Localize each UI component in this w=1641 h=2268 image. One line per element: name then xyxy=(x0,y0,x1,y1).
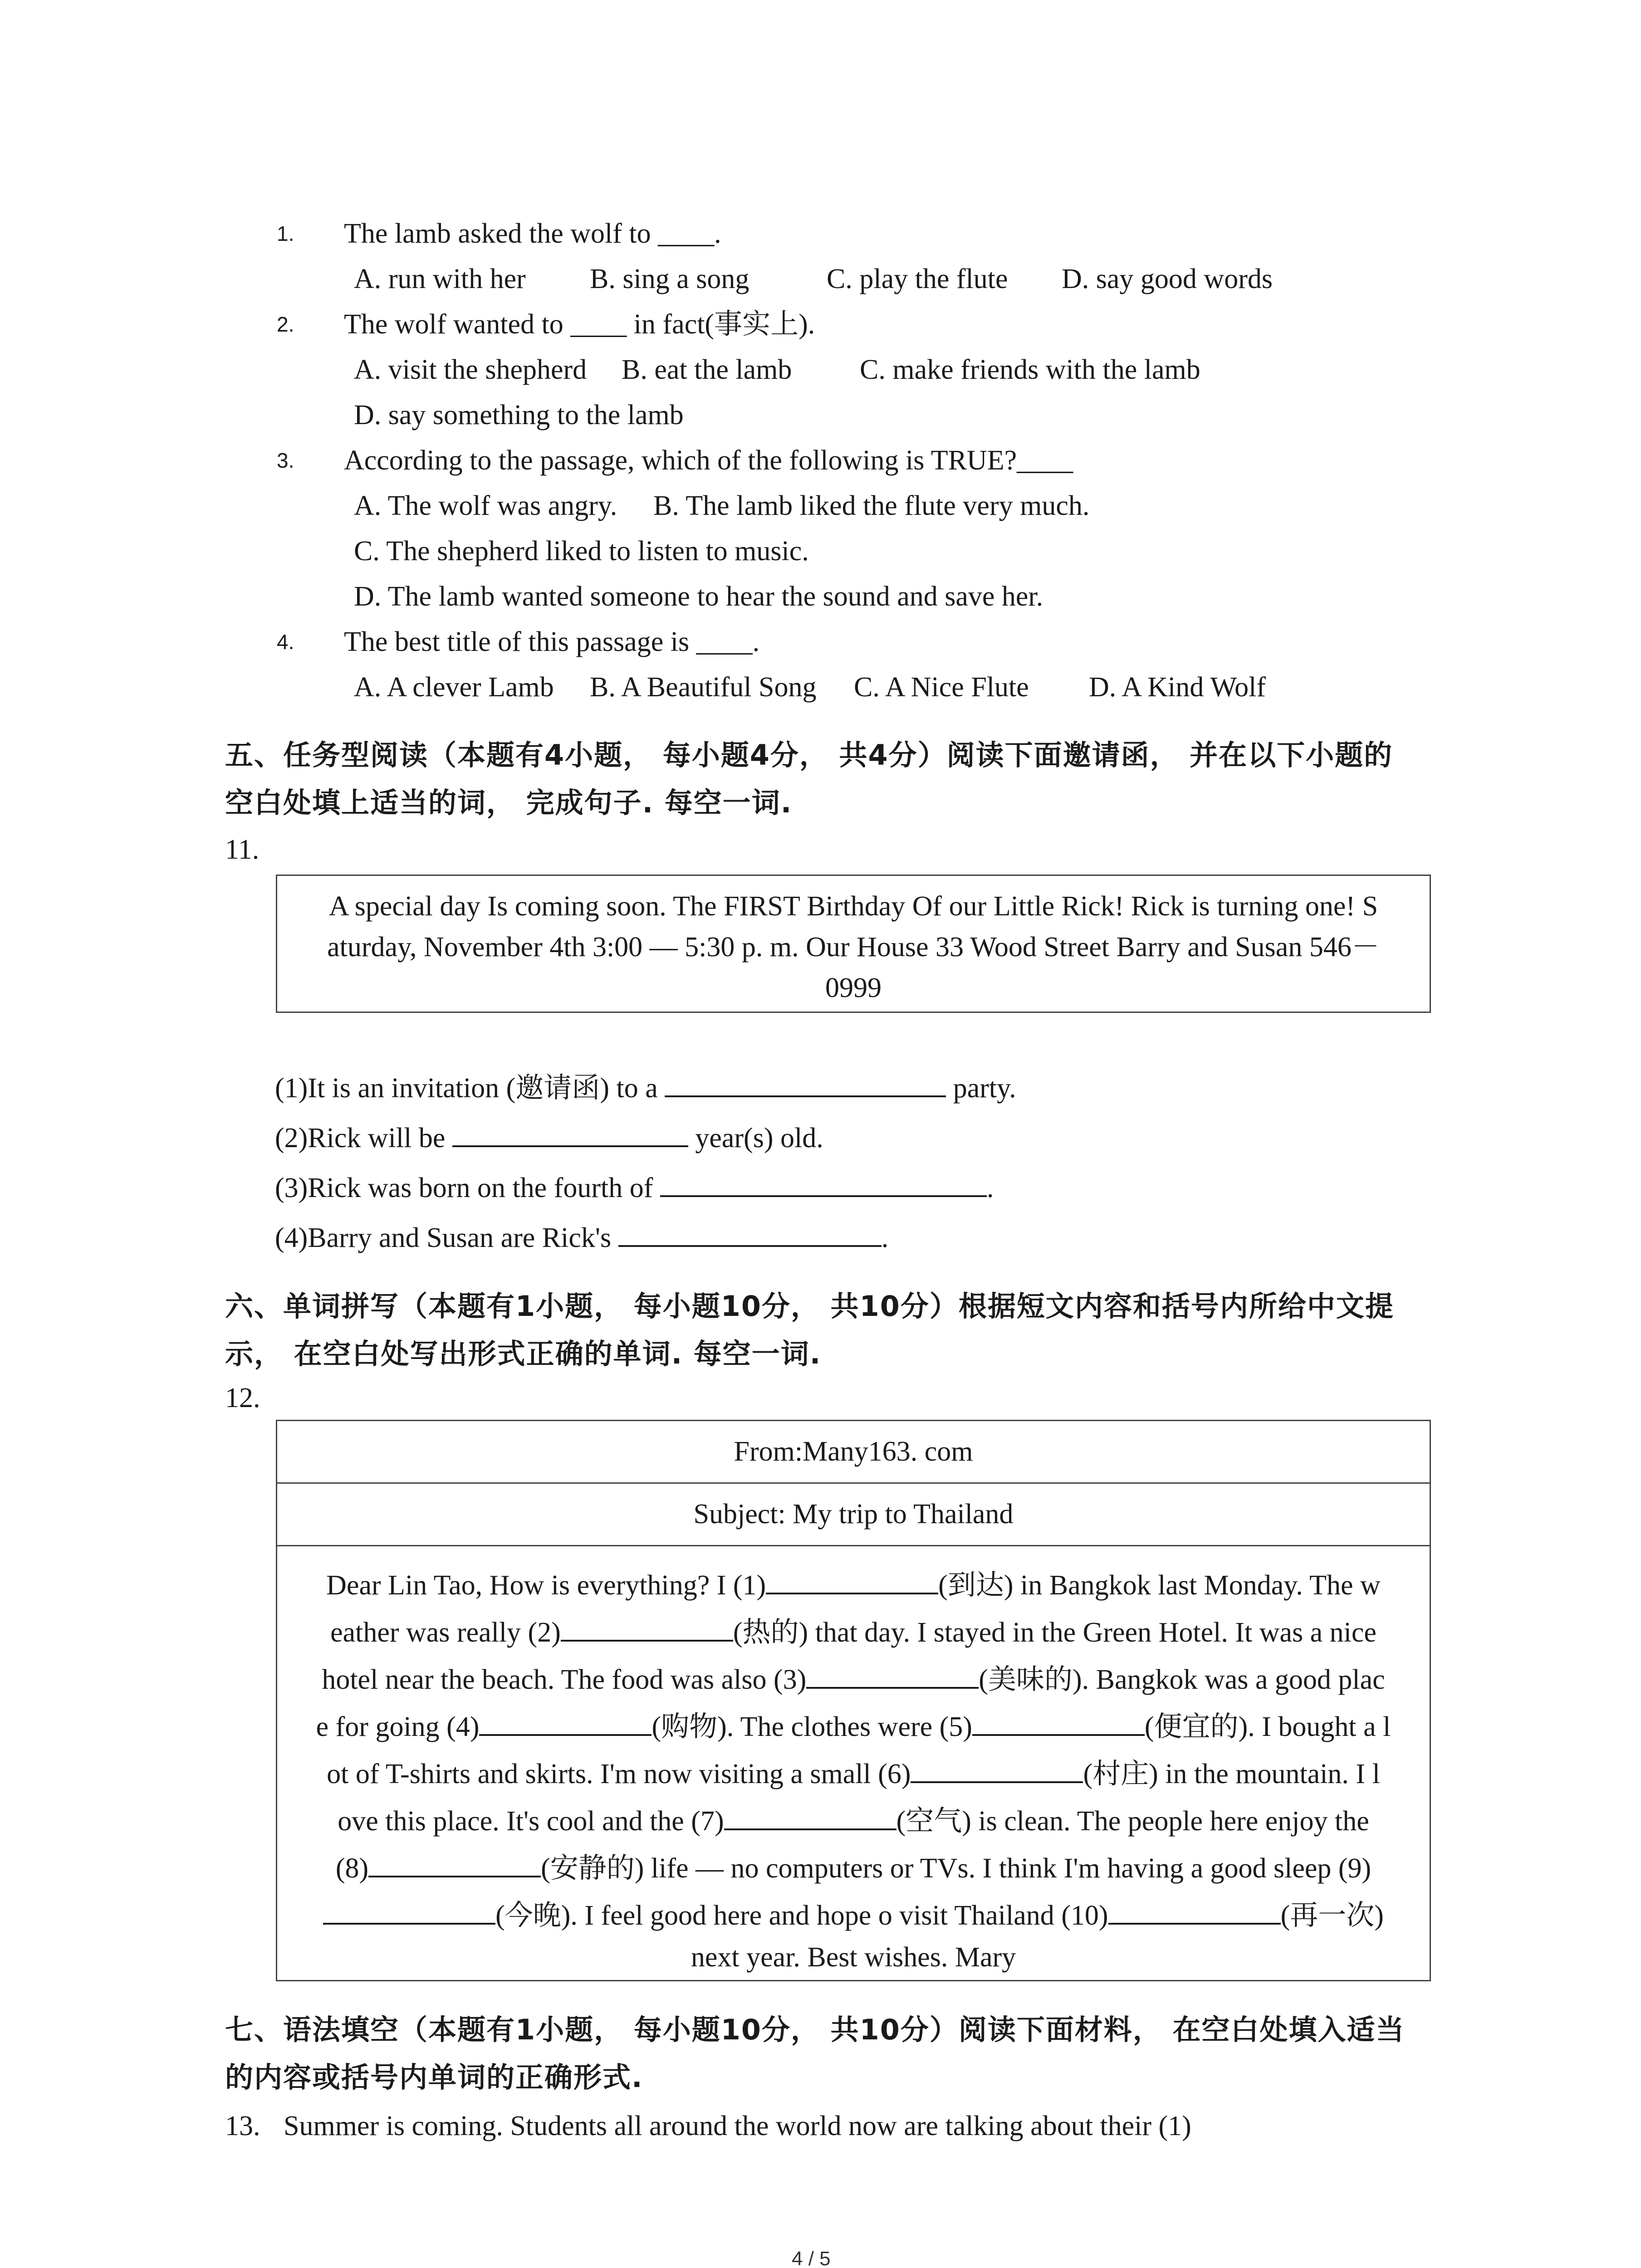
answer-blank[interactable] xyxy=(1108,1896,1281,1925)
option-c: C. play the flute xyxy=(827,264,1008,294)
option-d: D. say something to the lamb xyxy=(354,400,684,430)
section-heading: 示， 在空白处写出形式正确的单词. 每空一词. xyxy=(225,1337,822,1370)
fill-item: (4)Barry and Susan are Rick's . xyxy=(275,1218,888,1255)
question-number: 1. xyxy=(277,222,294,245)
section-heading: 空白处填上适当的词， 完成句子. 每空一词. xyxy=(225,786,793,819)
fill-item: (2)Rick will be year(s) old. xyxy=(275,1119,823,1155)
answer-blank[interactable] xyxy=(724,1802,896,1830)
option-a: A. visit the shepherd xyxy=(354,354,587,385)
question-stem: The lamb asked the wolf to ____. xyxy=(344,218,721,249)
question-stem: According to the passage, which of the following is TRUE?____ xyxy=(344,445,1073,476)
question-number: 4. xyxy=(277,630,294,654)
question-number: 11. xyxy=(225,834,260,865)
answer-blank[interactable] xyxy=(660,1168,987,1197)
section-heading: 的内容或括号内单词的正确形式. xyxy=(225,2061,643,2094)
email-body: Dear Lin Tao, How is everything? I (1) (到达) in Bangkok last Monday. The w eather was really (2) (热的) that day. I stayed in the Green Hotel. It was a nice hotel near the beach. The food was also (3) (美味的). Bangkok was a good plac e for going (4) (购物). The clothes were (5) (便宜的). I bought a l ot of T-shirts and skirts. I'm now visiting a small (6) (村庄) in the mountain. I l ove this place. It's cool and the (7) (空气) is clean. The people here enjoy the (8) (安静的) life — no computers or TVs. I think I'm having a good sleep (9) (今晚). I feel good here and hope o visit Thailand (10) (再一次) next year. Best wishes. Mary xyxy=(286,1562,1421,1975)
answer-blank[interactable] xyxy=(618,1218,882,1247)
section-heading: 五、任务型阅读（本题有4小题， 每小题4分， 共4分）阅读下面邀请函， 并在以下小题的 xyxy=(225,738,1393,772)
section-heading: 六、单词拼写（本题有1小题， 每小题10分， 共10分）根据短文内容和括号内所给中文提 xyxy=(225,1290,1394,1323)
invitation-box xyxy=(276,875,1431,1013)
option-c: C. The shepherd liked to listen to music. xyxy=(354,536,809,567)
option-a: A. run with her xyxy=(354,264,526,294)
option-d: D. A Kind Wolf xyxy=(1089,672,1266,703)
option-d: D. say good words xyxy=(1062,264,1273,294)
question-stem: The wolf wanted to ____ in fact(事实上). xyxy=(344,309,815,340)
question-number: 3. xyxy=(277,449,294,472)
option-b: B. sing a song xyxy=(590,264,749,294)
answer-blank[interactable] xyxy=(561,1613,733,1642)
answer-blank[interactable] xyxy=(452,1119,688,1147)
email-subject: Subject: My trip to Thailand xyxy=(277,1484,1430,1546)
email-from: From:Many163. com xyxy=(277,1421,1430,1484)
question-number: 12. xyxy=(225,1383,260,1413)
option-c: C. A Nice Flute xyxy=(854,672,1029,703)
answer-blank[interactable] xyxy=(665,1069,946,1097)
option-b: B. eat the lamb xyxy=(622,354,792,385)
answer-blank[interactable] xyxy=(323,1896,495,1925)
fill-item: (1)It is an invitation (邀请函) to a party. xyxy=(275,1069,1016,1105)
question-stem: The best title of this passage is ____. xyxy=(344,626,760,657)
question-number: 13. xyxy=(225,2111,260,2141)
answer-blank[interactable] xyxy=(479,1707,652,1736)
section-heading: 七、语法填空（本题有1小题， 每小题10分， 共10分）阅读下面材料， 在空白处填入适当 xyxy=(225,2013,1405,2046)
option-d: D. The lamb wanted someone to hear the sound and save her. xyxy=(354,581,1043,612)
option-b: B. The lamb liked the flute very much. xyxy=(653,490,1090,521)
answer-blank[interactable] xyxy=(911,1755,1083,1783)
answer-blank[interactable] xyxy=(368,1849,541,1877)
question-number: 2. xyxy=(277,313,294,336)
option-a: A. A clever Lamb xyxy=(354,672,554,703)
answer-blank[interactable] xyxy=(972,1707,1145,1736)
answer-blank[interactable] xyxy=(766,1566,938,1594)
question-text: Summer is coming. Students all around the world now are talking about their (1) xyxy=(284,2111,1191,2141)
answer-blank[interactable] xyxy=(806,1660,979,1689)
page-number: 4 / 5 xyxy=(792,2248,831,2268)
invitation-text: A special day Is coming soon. The FIRST Birthday Of our Little Rick! Rick is turning one! S aturday, November 4th 3:00 — 5:30 p. m. Our House 33 Wood Street Barry and Susan 546－ 0999 xyxy=(327,891,1380,1003)
option-b: B. A Beautiful Song xyxy=(590,672,817,703)
option-c: C. make friends with the lamb xyxy=(860,354,1200,385)
fill-item: (3)Rick was born on the fourth of . xyxy=(275,1168,994,1205)
email-table xyxy=(276,1420,1431,1981)
option-a: A. The wolf was angry. xyxy=(354,490,617,521)
